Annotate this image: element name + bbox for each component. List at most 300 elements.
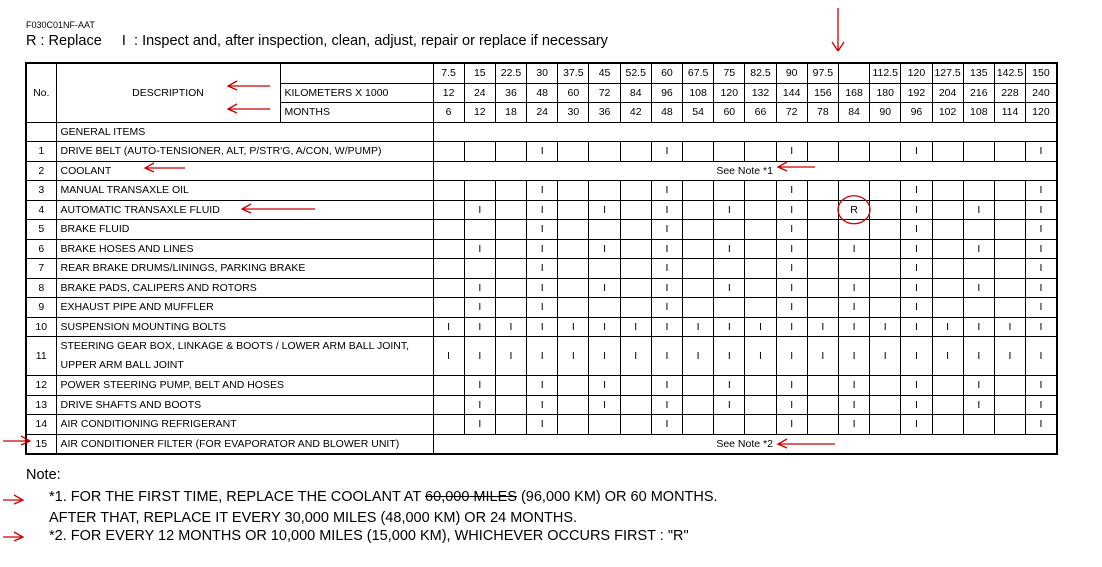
schedule-cell: I — [776, 200, 807, 220]
schedule-cell — [589, 415, 620, 435]
schedule-cell — [495, 142, 526, 162]
schedule-cell: I — [464, 415, 495, 435]
schedule-cell — [433, 220, 464, 240]
schedule-cell — [932, 259, 963, 279]
item-number: 11 — [26, 337, 56, 376]
schedule-cell: I — [932, 317, 963, 337]
schedule-cell: I — [651, 220, 682, 240]
hdr-km-cell: 240 — [1026, 83, 1057, 103]
schedule-cell — [963, 181, 994, 201]
schedule-cell — [495, 298, 526, 318]
table-row — [26, 259, 1057, 279]
hdr-miles-cell: 127.5 — [932, 63, 963, 83]
item-number: 5 — [26, 220, 56, 240]
schedule-cell: I — [994, 337, 1025, 376]
schedule-cell — [745, 181, 776, 201]
item-number: 9 — [26, 298, 56, 318]
schedule-cell: I — [464, 298, 495, 318]
item-description: BRAKE HOSES AND LINES — [56, 239, 433, 259]
schedule-cell — [870, 415, 901, 435]
item-description: STEERING GEAR BOX, LINKAGE & BOOTS / LOWER ARM BALL JOINT, UPPER ARM BALL JOINT — [56, 337, 433, 376]
hdr-months-cell: 84 — [838, 103, 869, 123]
legend — [26, 33, 608, 49]
hdr-miles-cell: 30 — [527, 63, 558, 83]
schedule-cell — [558, 376, 589, 396]
hdr-months-cell: 96 — [901, 103, 932, 123]
schedule-cell: I — [464, 376, 495, 396]
item-number: 7 — [26, 259, 56, 279]
hdr-km-cell: 192 — [901, 83, 932, 103]
item-number: 12 — [26, 376, 56, 396]
schedule-cell: I — [714, 278, 745, 298]
table-row — [26, 142, 1057, 162]
hdr-km-cell: 156 — [807, 83, 838, 103]
schedule-cell: I — [901, 278, 932, 298]
item-description: MANUAL TRANSAXLE OIL — [56, 181, 433, 201]
schedule-cell — [433, 200, 464, 220]
hdr-km-cell: 216 — [963, 83, 994, 103]
schedule-cell — [870, 220, 901, 240]
schedule-cell — [683, 376, 714, 396]
schedule-cell: I — [651, 181, 682, 201]
hdr-km-cell: 228 — [994, 83, 1025, 103]
schedule-cell: I — [558, 337, 589, 376]
schedule-cell: I — [651, 142, 682, 162]
schedule-cell — [745, 259, 776, 279]
schedule-cell: I — [901, 317, 932, 337]
schedule-cell — [870, 395, 901, 415]
schedule-cell: I — [838, 395, 869, 415]
hdr-miles-cell: 142.5 — [994, 63, 1025, 83]
table-row — [26, 434, 1057, 454]
schedule-cell — [807, 220, 838, 240]
hdr-miles-cell: 150 — [1026, 63, 1057, 83]
schedule-cell — [994, 415, 1025, 435]
schedule-cell: I — [838, 278, 869, 298]
table-row — [26, 278, 1057, 298]
schedule-cell — [589, 142, 620, 162]
hdr-miles-cell: 45 — [589, 63, 620, 83]
item-description: COOLANT — [56, 161, 433, 181]
schedule-cell: I — [527, 278, 558, 298]
schedule-cell — [433, 278, 464, 298]
hdr-miles-cell — [838, 63, 869, 83]
schedule-cell — [464, 142, 495, 162]
schedule-cell: I — [589, 200, 620, 220]
schedule-cell — [994, 220, 1025, 240]
hdr-miles-cell: 22.5 — [495, 63, 526, 83]
note-1-line2: AFTER THAT, REPLACE IT EVERY 30,000 MILES (48,000 KM) OR 24 MONTHS. — [49, 510, 578, 526]
general-items-blank — [433, 122, 1057, 142]
schedule-cell — [589, 181, 620, 201]
schedule-cell — [932, 278, 963, 298]
schedule-cell — [620, 142, 651, 162]
hdr-km-cell: 204 — [932, 83, 963, 103]
schedule-cell: I — [527, 239, 558, 259]
hdr-months-cell: 12 — [464, 103, 495, 123]
schedule-cell — [714, 415, 745, 435]
table-row — [26, 220, 1057, 240]
item-number: 14 — [26, 415, 56, 435]
hdr-months-cell: 114 — [994, 103, 1025, 123]
schedule-cell: I — [963, 200, 994, 220]
schedule-cell: I — [495, 337, 526, 376]
schedule-cell: I — [870, 337, 901, 376]
schedule-cell — [683, 200, 714, 220]
maintenance-schedule-table — [25, 62, 1058, 455]
schedule-cell — [932, 239, 963, 259]
schedule-cell — [714, 142, 745, 162]
hdr-km-cell: 84 — [620, 83, 651, 103]
schedule-cell — [558, 239, 589, 259]
hdr-miles-cell: 60 — [651, 63, 682, 83]
item-description: EXHAUST PIPE AND MUFFLER — [56, 298, 433, 318]
schedule-cell: I — [464, 200, 495, 220]
schedule-cell — [495, 376, 526, 396]
schedule-cell: I — [1026, 278, 1057, 298]
schedule-cell: I — [527, 142, 558, 162]
schedule-cell — [838, 142, 869, 162]
note-1: *1. FOR THE FIRST TIME, REPLACE THE COOLANT AT 60,000 MILES (96,000 KM) OR 60 MONTHS. — [49, 489, 718, 505]
schedule-cell — [558, 415, 589, 435]
schedule-cell — [932, 181, 963, 201]
schedule-cell: I — [1026, 317, 1057, 337]
schedule-cell — [870, 181, 901, 201]
schedule-cell — [870, 142, 901, 162]
schedule-cell: I — [1026, 298, 1057, 318]
arrow-to-note-1 — [3, 495, 23, 504]
schedule-cell: I — [527, 415, 558, 435]
schedule-cell — [464, 259, 495, 279]
hdr-miles-cell: 112.5 — [870, 63, 901, 83]
schedule-cell: I — [776, 142, 807, 162]
schedule-cell: I — [651, 317, 682, 337]
schedule-cell — [433, 259, 464, 279]
hdr-km-cell: 24 — [464, 83, 495, 103]
schedule-cell: I — [527, 376, 558, 396]
item-number: 13 — [26, 395, 56, 415]
schedule-cell: I — [776, 317, 807, 337]
schedule-cell — [870, 200, 901, 220]
hdr-months-cell: 42 — [620, 103, 651, 123]
schedule-cell — [745, 415, 776, 435]
schedule-cell: I — [901, 239, 932, 259]
schedule-cell — [745, 200, 776, 220]
hdr-miles-cell: 37.5 — [558, 63, 589, 83]
schedule-cell — [433, 298, 464, 318]
schedule-cell: I — [1026, 181, 1057, 201]
months-label: MONTHS — [280, 103, 433, 123]
schedule-cell — [620, 181, 651, 201]
schedule-cell: I — [901, 298, 932, 318]
schedule-cell: I — [683, 317, 714, 337]
schedule-cell — [963, 142, 994, 162]
hdr-months-cell: 102 — [932, 103, 963, 123]
schedule-cell: I — [963, 317, 994, 337]
schedule-cell — [495, 259, 526, 279]
hdr-months-cell: 18 — [495, 103, 526, 123]
schedule-cell — [714, 298, 745, 318]
schedule-cell — [994, 298, 1025, 318]
hdr-km-cell: 144 — [776, 83, 807, 103]
schedule-cell: I — [464, 317, 495, 337]
schedule-cell — [745, 142, 776, 162]
schedule-cell: I — [932, 337, 963, 376]
hdr-months-cell: 72 — [776, 103, 807, 123]
schedule-cell: I — [838, 337, 869, 376]
schedule-cell — [433, 395, 464, 415]
schedule-cell: I — [963, 395, 994, 415]
hdr-months-cell: 30 — [558, 103, 589, 123]
schedule-cell: I — [651, 239, 682, 259]
schedule-cell — [807, 376, 838, 396]
schedule-cell — [745, 376, 776, 396]
schedule-cell — [495, 278, 526, 298]
schedule-cell — [558, 259, 589, 279]
hdr-months-cell: 36 — [589, 103, 620, 123]
table-row — [26, 337, 1057, 376]
schedule-cell — [558, 220, 589, 240]
schedule-cell: I — [464, 278, 495, 298]
schedule-cell: I — [527, 181, 558, 201]
schedule-cell — [495, 181, 526, 201]
schedule-cell: I — [714, 395, 745, 415]
schedule-cell: I — [589, 317, 620, 337]
hdr-miles-cell: 120 — [901, 63, 932, 83]
schedule-cell — [620, 278, 651, 298]
schedule-cell — [433, 181, 464, 201]
schedule-cell: I — [589, 395, 620, 415]
schedule-cell — [464, 220, 495, 240]
schedule-cell: I — [838, 239, 869, 259]
kilometers-label: KILOMETERS X 1000 — [280, 83, 433, 103]
schedule-cell: I — [714, 317, 745, 337]
item-description: DRIVE BELT (AUTO-TENSIONER, ALT, P/STR'G, A/CON, W/PUMP) — [56, 142, 433, 162]
schedule-cell: I — [901, 142, 932, 162]
schedule-cell — [870, 239, 901, 259]
schedule-cell — [683, 395, 714, 415]
schedule-cell — [932, 376, 963, 396]
schedule-cell: I — [1026, 415, 1057, 435]
schedule-cell — [838, 259, 869, 279]
schedule-cell: I — [651, 200, 682, 220]
hdr-miles-cell: 135 — [963, 63, 994, 83]
hdr-blank — [280, 63, 433, 83]
schedule-cell — [620, 395, 651, 415]
schedule-cell — [994, 278, 1025, 298]
table-row — [26, 200, 1057, 220]
schedule-cell — [495, 395, 526, 415]
hdr-months-cell: 90 — [870, 103, 901, 123]
schedule-cell — [589, 298, 620, 318]
hdr-months-cell: 48 — [651, 103, 682, 123]
hdr-months-cell: 6 — [433, 103, 464, 123]
header-row-km — [26, 63, 1057, 83]
item-number: 8 — [26, 278, 56, 298]
schedule-cell: I — [464, 239, 495, 259]
schedule-cell — [683, 220, 714, 240]
no-cell-empty — [26, 122, 56, 142]
schedule-cell — [464, 181, 495, 201]
schedule-cell: I — [651, 376, 682, 396]
schedule-cell — [714, 220, 745, 240]
schedule-cell: I — [527, 220, 558, 240]
schedule-cell: I — [1026, 142, 1057, 162]
schedule-cell: I — [838, 298, 869, 318]
schedule-cell: I — [901, 337, 932, 376]
hdr-miles-cell: 67.5 — [683, 63, 714, 83]
schedule-cell — [807, 181, 838, 201]
schedule-cell: I — [651, 259, 682, 279]
schedule-cell: I — [776, 259, 807, 279]
item-description: SUSPENSION MOUNTING BOLTS — [56, 317, 433, 337]
schedule-cell — [620, 376, 651, 396]
schedule-cell — [807, 415, 838, 435]
schedule-cell — [994, 259, 1025, 279]
schedule-cell: I — [589, 278, 620, 298]
item-description: BRAKE FLUID — [56, 220, 433, 240]
schedule-cell: I — [495, 317, 526, 337]
schedule-cell — [807, 142, 838, 162]
hdr-km-cell: 168 — [838, 83, 869, 103]
hdr-km-cell: 96 — [651, 83, 682, 103]
table-row — [26, 317, 1057, 337]
schedule-cell — [620, 415, 651, 435]
schedule-cell: I — [901, 395, 932, 415]
schedule-cell — [620, 239, 651, 259]
schedule-cell — [558, 298, 589, 318]
schedule-cell — [683, 259, 714, 279]
schedule-cell — [994, 181, 1025, 201]
schedule-cell: I — [1026, 200, 1057, 220]
schedule-cell: I — [807, 317, 838, 337]
schedule-cell — [745, 278, 776, 298]
schedule-cell — [963, 298, 994, 318]
schedule-cell — [683, 142, 714, 162]
hdr-miles-cell: 75 — [714, 63, 745, 83]
hdr-months-cell: 54 — [683, 103, 714, 123]
item-description: AIR CONDITIONER FILTER (FOR EVAPORATOR AND BLOWER UNIT) — [56, 434, 433, 454]
schedule-cell: I — [870, 317, 901, 337]
schedule-cell — [683, 415, 714, 435]
hdr-months-cell: 60 — [714, 103, 745, 123]
schedule-cell — [870, 298, 901, 318]
legend-inspect: I : Inspect and, after inspection, clean, adjust, repair or replace if necessary — [121, 33, 608, 49]
schedule-cell: I — [776, 415, 807, 435]
schedule-cell: I — [651, 298, 682, 318]
hdr-months-cell: 120 — [1026, 103, 1057, 123]
schedule-cell: I — [714, 376, 745, 396]
hdr-km-cell: 120 — [714, 83, 745, 103]
table-row — [26, 161, 1057, 181]
schedule-cell — [932, 220, 963, 240]
schedule-cell — [994, 142, 1025, 162]
schedule-cell: I — [807, 337, 838, 376]
schedule-cell: R — [838, 200, 869, 220]
schedule-cell: I — [901, 220, 932, 240]
schedule-cell — [870, 278, 901, 298]
legend-replace: R : Replace — [26, 33, 102, 49]
schedule-cell: I — [620, 317, 651, 337]
schedule-cell — [495, 239, 526, 259]
schedule-cell — [714, 259, 745, 279]
schedule-cell: I — [963, 278, 994, 298]
schedule-cell — [714, 181, 745, 201]
schedule-cell: I — [963, 376, 994, 396]
schedule-cell — [589, 220, 620, 240]
schedule-cell: I — [589, 376, 620, 396]
schedule-cell: I — [527, 337, 558, 376]
item-description: DRIVE SHAFTS AND BOOTS — [56, 395, 433, 415]
schedule-cell — [683, 239, 714, 259]
schedule-cell: I — [527, 395, 558, 415]
schedule-cell: I — [651, 395, 682, 415]
schedule-cell: I — [776, 278, 807, 298]
see-note-cell: See Note *2 — [433, 434, 1057, 454]
schedule-cell — [558, 200, 589, 220]
schedule-cell: I — [838, 376, 869, 396]
hdr-km-cell: 60 — [558, 83, 589, 103]
no-header: No. — [26, 63, 56, 122]
table-row — [26, 395, 1057, 415]
schedule-cell: I — [433, 337, 464, 376]
schedule-cell — [589, 259, 620, 279]
table-row — [26, 376, 1057, 396]
schedule-cell — [807, 200, 838, 220]
schedule-cell: I — [901, 415, 932, 435]
schedule-cell: I — [901, 259, 932, 279]
schedule-cell: I — [714, 200, 745, 220]
hdr-miles-cell: 7.5 — [433, 63, 464, 83]
item-description: BRAKE PADS, CALIPERS AND ROTORS — [56, 278, 433, 298]
schedule-cell: I — [714, 239, 745, 259]
schedule-cell — [932, 298, 963, 318]
item-number: 3 — [26, 181, 56, 201]
schedule-cell: I — [901, 200, 932, 220]
schedule-cell — [495, 415, 526, 435]
document-code: F030C01NF-AAT — [26, 20, 95, 30]
schedule-cell — [994, 376, 1025, 396]
note-title: Note: — [26, 467, 61, 483]
schedule-cell: I — [776, 220, 807, 240]
hdr-km-cell: 48 — [527, 83, 558, 103]
schedule-cell: I — [963, 239, 994, 259]
item-description: AIR CONDITIONING REFRIGERANT — [56, 415, 433, 435]
schedule-cell: I — [589, 337, 620, 376]
schedule-cell — [745, 298, 776, 318]
schedule-cell — [807, 278, 838, 298]
schedule-cell: I — [651, 415, 682, 435]
schedule-cell — [558, 142, 589, 162]
schedule-cell — [620, 220, 651, 240]
schedule-cell: I — [776, 181, 807, 201]
item-description: REAR BRAKE DRUMS/LININGS, PARKING BRAKE — [56, 259, 433, 279]
schedule-cell: I — [776, 395, 807, 415]
schedule-cell — [963, 220, 994, 240]
schedule-cell — [683, 298, 714, 318]
schedule-cell — [745, 239, 776, 259]
schedule-cell — [620, 298, 651, 318]
hdr-miles-cell: 15 — [464, 63, 495, 83]
schedule-cell — [963, 259, 994, 279]
general-items-label: GENERAL ITEMS — [56, 122, 433, 142]
schedule-cell: I — [464, 337, 495, 376]
general-items-row — [26, 122, 1057, 142]
hdr-km-cell: 36 — [495, 83, 526, 103]
item-description: POWER STEERING PUMP, BELT AND HOSES — [56, 376, 433, 396]
schedule-cell — [433, 239, 464, 259]
schedule-cell: I — [527, 298, 558, 318]
